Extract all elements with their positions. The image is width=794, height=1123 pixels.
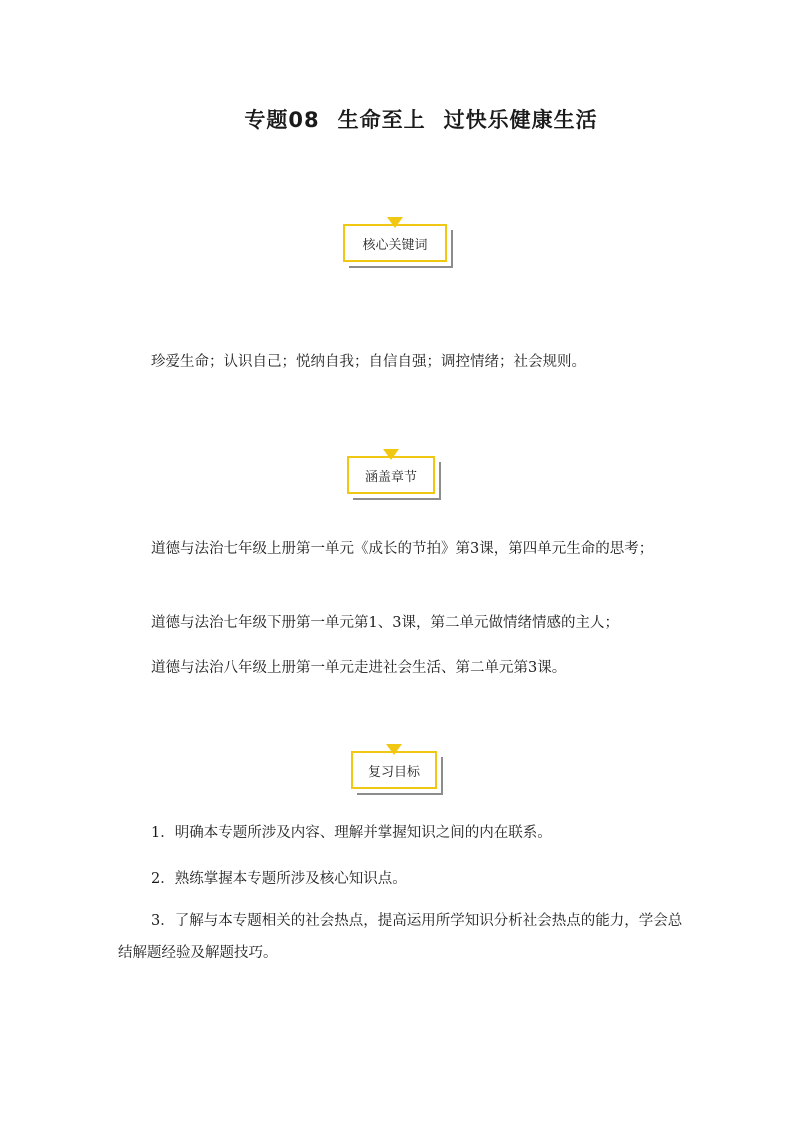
chapters-text-2: 道德与法治七年级下册第一单元第1、3课，第二单元做情绪情感的主人； [151,615,619,631]
keywords-text: 珍爱生命；认识自己；悦纳自我；自信自强；调控情绪；社会规则。 [151,354,586,370]
triangle-marker-icon [383,449,399,460]
triangle-marker-icon [387,217,403,228]
chapters-text-1: 道德与法治七年级上册第一单元《成长的节拍》第3课，第四单元生命的思考； [151,541,654,557]
goals-item-2 [118,863,688,895]
heading-label: 核心关键词 [343,224,447,262]
goals-item-3 [118,905,688,969]
goals-text-2: 2．熟练掌握本专题所涉及核心知识点。 [151,871,407,887]
title-part-1: 专题08 [244,108,320,132]
chapters-paragraph-3 [118,652,688,684]
heading-label: 涵盖章节 [347,456,435,494]
section-heading-chapters [347,456,435,494]
triangle-marker-icon [386,744,402,755]
chapters-text-3: 道德与法治八年级上册第一单元走进社会生活、第二单元第3课。 [151,660,567,676]
chapters-paragraph-1 [118,533,688,565]
page-title [0,104,794,134]
goals-text-1: 1．明确本专题所涉及内容、理解并掌握知识之间的内在联系。 [151,825,552,841]
title-part-2: 生命至上 [337,108,426,132]
title-part-3: 过快乐健康生活 [443,108,598,132]
heading-label: 复习目标 [351,751,437,789]
section-heading-goals [351,751,437,789]
chapters-paragraph-2 [118,607,688,639]
goals-item-1 [118,817,688,849]
goals-text-3: 3．了解与本专题相关的社会热点，提高运用所学知识分析社会热点的能力，学会总结解题经验及解题技巧。 [118,913,683,961]
section-heading-keywords [343,224,447,262]
keywords-paragraph [118,346,688,378]
